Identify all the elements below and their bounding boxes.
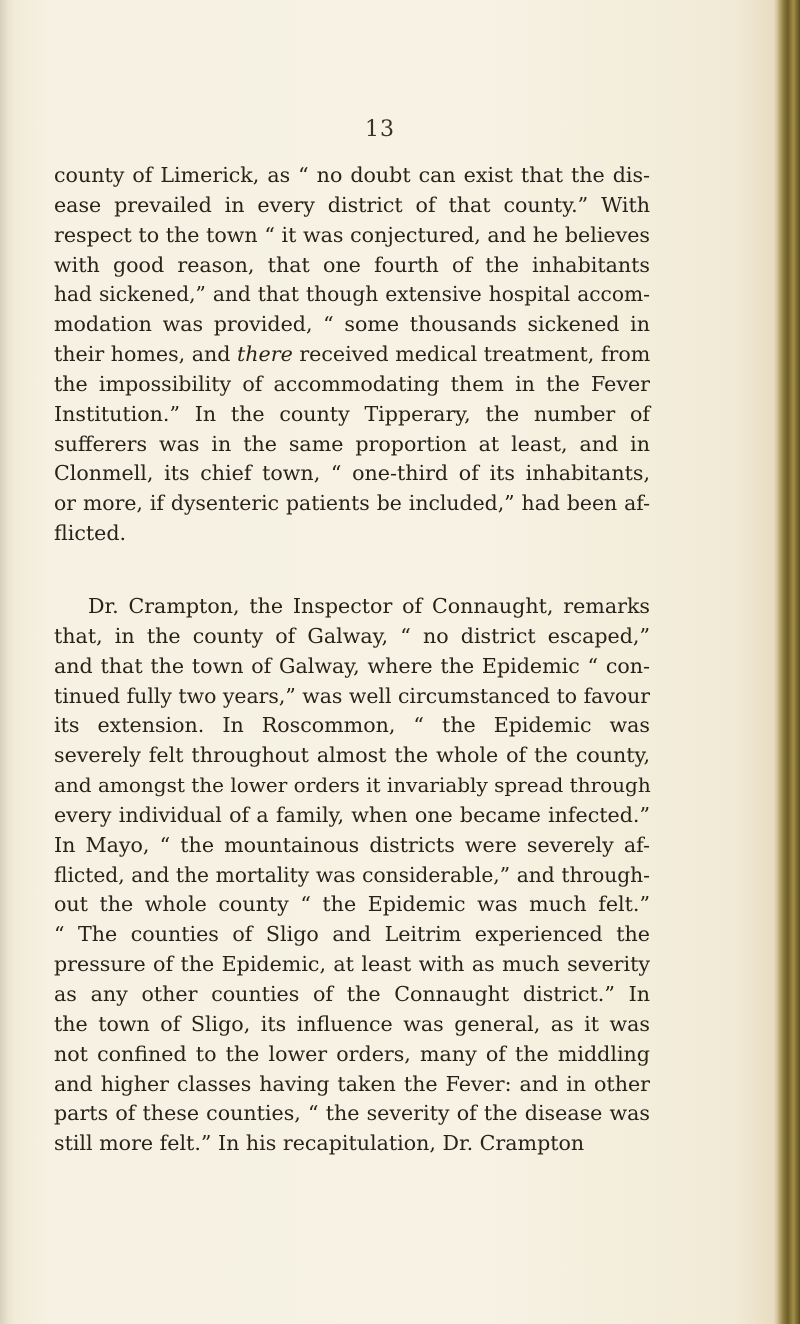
page-gutter-shadow <box>0 0 14 1324</box>
text-line: pressure of the Epidemic, at least with as much severity <box>54 952 650 977</box>
text-line: and higher classes having taken the Fever: and in other <box>54 1071 650 1096</box>
text-line: Dr. Crampton, the Inspector of Connaught, remarks <box>88 594 650 618</box>
text-line: tinued fully two years,” was well circumstanced to favour <box>54 683 650 708</box>
emphasis: there <box>237 342 293 367</box>
text-line: and that the town of Galway, where the Epidemic “ con- <box>54 653 650 678</box>
text-line: with good reason, that one fourth of the inhabitants <box>54 252 650 277</box>
paragraph-2 <box>54 592 650 1159</box>
text-line: their homes, and there received medical treatment, from <box>54 342 651 367</box>
text-line: every individual of a family, when one became infected.” <box>54 802 650 827</box>
text-line: Clonmell, its chief town, “ one-third of its inhabitants, <box>54 461 650 486</box>
text-line: its extension. In Roscommon, “ the Epidemic was <box>54 713 650 738</box>
text-line: sufferers was in the same proportion at least, and in <box>54 431 650 456</box>
paragraph-1 <box>54 161 650 549</box>
page-number: 13 <box>365 117 395 142</box>
text-line: the impossibility of accommodating them in the Fever <box>54 371 650 396</box>
text-line: that, in the county of Galway, “ no district escaped,” <box>54 623 650 648</box>
text-line: modation was provided, “ some thousands sickened in <box>54 312 650 337</box>
text-line: flicted. <box>54 521 127 546</box>
text-line: or more, if dysenteric patients be included,” had been af- <box>54 491 650 516</box>
text-line: as any other counties of the Connaught district.” In <box>54 981 650 1006</box>
text-line: out the whole county “ the Epidemic was much felt.” <box>54 892 650 917</box>
text-line: Institution.” In the county Tipperary, the number of <box>54 401 650 426</box>
text-line: “ The counties of Sligo and Leitrim experienced the <box>54 922 650 947</box>
text-line: respect to the town “ it was conjectured, and he believes <box>54 222 650 247</box>
text-line: In Mayo, “ the mountainous districts were severely af- <box>54 832 650 857</box>
text-line: not confined to the lower orders, many of the middling <box>54 1041 650 1066</box>
text-line: had sickened,” and that though extensive hospital accom- <box>54 282 650 307</box>
text-line: parts of these counties, “ the severity of the disease was <box>54 1101 650 1126</box>
text-line: ease prevailed in every district of that county.” With <box>54 192 650 217</box>
text-line: still more felt.” In his recapitulation, Dr. Crampton <box>54 1131 585 1156</box>
book-binding <box>778 0 800 1324</box>
text-line: the town of Sligo, its influence was general, as it was <box>54 1011 650 1036</box>
text-line: and amongst the lower orders it invariably spread through <box>54 773 651 798</box>
text-line: county of Limerick, as “ no doubt can exist that the dis- <box>54 163 650 187</box>
text-line: severely felt throughout almost the whole of the county, <box>54 743 650 768</box>
text-line: flicted, and the mortality was considerable,” and through- <box>54 862 650 887</box>
